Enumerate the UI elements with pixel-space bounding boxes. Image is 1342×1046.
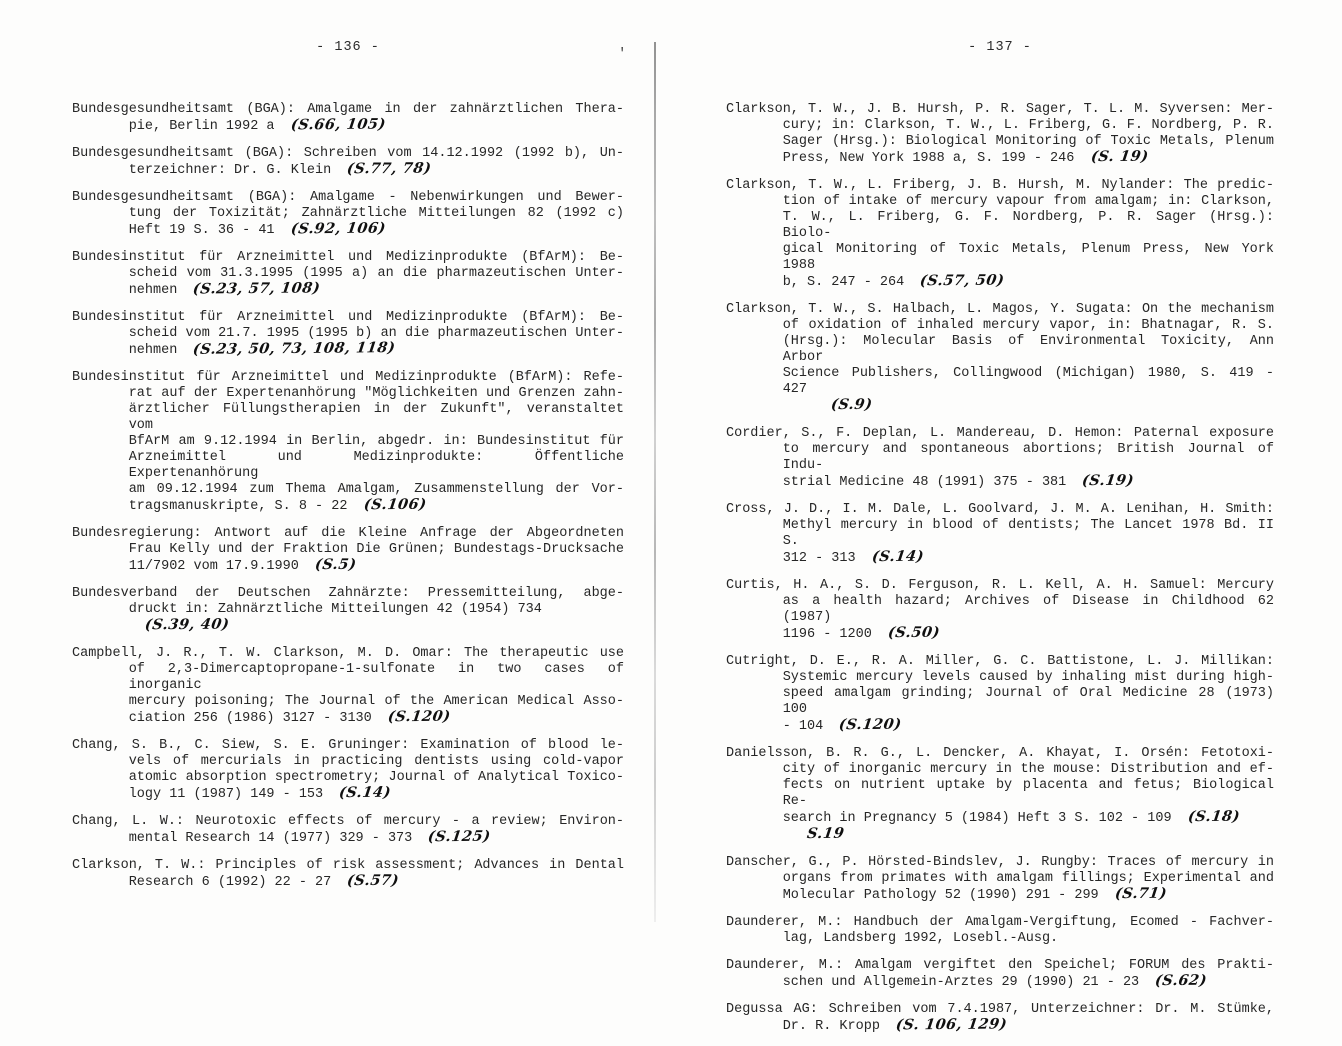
reference-line: Bundesgesundheitsamt (BGA): Amalgame in der zahnärztlichen Thera- xyxy=(72,102,624,117)
page-136 xyxy=(72,40,633,902)
entries xyxy=(726,102,1283,1035)
reference-entry xyxy=(726,578,1283,643)
reference-line: Methyl mercury in blood of dentists; The Lancet 1978 Bd. II S. xyxy=(782,518,1283,549)
reference-entry xyxy=(72,146,624,179)
entries xyxy=(72,102,633,891)
reference-line: am 09.12.1994 zum Thema Amalgam, Zusammenstellung der Vor- xyxy=(128,482,624,497)
page-fold-line xyxy=(654,42,656,922)
reference-line: Arzneimittel und Medizinprodukte: Öffentliche Expertenanhörung xyxy=(128,450,633,481)
reference-line: atomic absorption spectrometry; Journal of Analytical Toxico- xyxy=(128,770,624,785)
page-number: - 136 - xyxy=(316,40,380,55)
reference-line: pie, Berlin 1992 a (S.66, 105) xyxy=(128,115,387,134)
reference-line: Cross, J. D., I. M. Dale, L. Goolvard, J. M. A. Lenihan, H. Smith: xyxy=(726,502,1274,517)
handwritten-page-ref: (S.14) xyxy=(338,783,393,802)
reference-entry xyxy=(726,178,1283,291)
handwritten-page-ref: (S. 106, 129) xyxy=(894,1015,1009,1034)
reference-line: rat auf der Expertenanhörung "Möglichkeiten und Grenzen zahn- xyxy=(128,386,624,401)
reference-line: tion of intake of mercury vapour from amalgam; in: Clarkson, xyxy=(782,194,1274,209)
reference-line: Clarkson, T. W.: Principles of risk assessment; Advances in Dental xyxy=(72,858,624,873)
page-137 xyxy=(726,40,1283,1046)
reference-line: Chang, L. W.: Neurotoxic effects of mercury - a review; Environ- xyxy=(72,814,624,829)
reference-entry xyxy=(72,310,624,359)
reference-entry xyxy=(726,654,1283,735)
reference-line: Molecular Pathology 52 (1990) 291 - 299 (S.71) xyxy=(782,884,1168,903)
handwritten-page-ref: (S.120) xyxy=(386,707,452,726)
reference-line xyxy=(791,824,1274,844)
reference-line: mental Research 14 (1977) 329 - 373 (S.125) xyxy=(128,827,493,846)
reference-line: of 2,3-Dimercaptopropane-1-sulfonate in two cases of inorganic xyxy=(128,662,633,693)
reference-line: cury; in: Clarkson, T. W., L. Friberg, G. F. Nordberg, P. R. xyxy=(782,118,1274,133)
reference-line: Bundesinstitut für Arzneimittel und Medizinprodukte (BfArM): Refe- xyxy=(72,370,624,385)
reference-line: scheid vom 21.7. 1995 (1995 b) an die pharmazeutischen Unter- xyxy=(128,326,624,341)
reference-entry xyxy=(72,250,624,299)
reference-entry xyxy=(72,190,624,239)
reference-line: Bundesinstitut für Arzneimittel und Medizinprodukte (BfArM): Be- xyxy=(72,310,624,325)
reference-entry xyxy=(72,102,624,135)
handwritten-page-ref: (S.57, 50) xyxy=(919,271,1006,290)
handwritten-page-ref: (S.66, 105) xyxy=(289,115,387,134)
reference-line: organs from primates with amalgam fillings; Experimental and xyxy=(782,871,1274,886)
handwritten-page-ref: (S. 19) xyxy=(1089,147,1150,166)
reference-line: Cordier, S., F. Deplan, L. Mandereau, D. Hemon: Paternal exposure xyxy=(726,426,1274,441)
reference-line: Frau Kelly und der Fraktion Die Grünen; Bundestags-Drucksache xyxy=(128,542,624,557)
reference-line: lag, Landsberg 1992, Losebl.-Ausg. xyxy=(782,931,1059,946)
handwritten-page-ref: (S.18) xyxy=(1186,807,1241,826)
reference-line: Daunderer, M.: Handbuch der Amalgam-Vergiftung, Ecomed - Fachver- xyxy=(726,915,1274,930)
reference-line: gical Monitoring of Toxic Metals, Plenum Press, New York 1988 xyxy=(782,242,1283,273)
reference-line: city of inorganic mercury in the mouse: Distribution and ef- xyxy=(782,762,1274,777)
reference-entry xyxy=(726,855,1274,904)
reference-line: Clarkson, T. W., L. Friberg, J. B. Hursh, M. Nylander: The predic- xyxy=(726,178,1274,193)
reference-line: ciation 256 (1986) 3127 - 3130 (S.120) xyxy=(128,707,452,726)
reference-line: - 104 (S.120) xyxy=(782,715,904,734)
reference-line: Curtis, H. A., S. D. Ferguson, R. L. Kell, A. H. Samuel: Mercury xyxy=(726,578,1274,593)
handwritten-page-ref: (S.120) xyxy=(838,715,904,734)
reference-line: to mercury and spontaneous abortions; British Journal of Indu- xyxy=(782,442,1283,473)
reference-line: Systemic mercury levels caused by inhaling mist during high- xyxy=(782,670,1274,685)
reference-line: fects on nutrient uptake by placenta and fetus; Biological Re- xyxy=(782,778,1283,809)
handwritten-page-ref: (S.39, 40) xyxy=(143,615,231,634)
handwritten-page-ref: (S.71) xyxy=(1113,884,1168,903)
handwritten-page-ref: (S.125) xyxy=(427,827,493,846)
reference-entry xyxy=(726,426,1283,491)
scan-speck: ' xyxy=(618,46,627,62)
handwritten-page-ref: (S.92, 106) xyxy=(289,219,387,238)
reference-line: Daunderer, M.: Amalgam vergiftet den Speichel; FORUM des Prakti- xyxy=(726,958,1274,973)
reference-line: Clarkson, T. W., S. Halbach, L. Magos, Y. Sugata: On the mechanism xyxy=(726,302,1274,317)
reference-line: Campbell, J. R., T. W. Clarkson, M. D. Omar: The therapeutic use xyxy=(72,646,624,661)
reference-entry xyxy=(72,738,624,803)
page-number: - 137 - xyxy=(968,40,1032,55)
reference-line: Heft 19 S. 36 - 41 (S.92, 106) xyxy=(128,219,387,238)
reference-entry xyxy=(72,858,624,891)
reference-line: vels of mercurials in practicing dentists using cold-vapor xyxy=(128,754,624,769)
reference-line: (Hrsg.): Molecular Basis of Environmental Toxicity, Ann Arbor xyxy=(782,334,1283,365)
reference-line: Sager (Hrsg.): Biological Monitoring of Toxic Metals, Plenum xyxy=(782,134,1274,149)
reference-line: terzeichner: Dr. G. Klein (S.77, 78) xyxy=(128,159,433,178)
reference-line xyxy=(815,395,1274,415)
reference-line: druckt in: Zahnärztliche Mitteilungen 42 (1954) 734(S.39, 40) xyxy=(128,602,542,634)
reference-line: BfArM am 9.12.1994 in Berlin, abgedr. in: Bundesinstitut für xyxy=(128,434,624,449)
reference-entry xyxy=(726,102,1274,167)
reference-line: Danielsson, B. R. G., L. Dencker, A. Khayat, I. Orsén: Fetotoxi- xyxy=(726,746,1274,761)
reference-line: mercury poisoning; The Journal of the American Medical Asso- xyxy=(128,694,624,709)
handwritten-page-ref: (S.77, 78) xyxy=(346,159,433,178)
reference-line: Bundesgesundheitsamt (BGA): Amalgame - Nebenwirkungen und Bewer- xyxy=(72,190,624,205)
handwritten-page-ref: (S.14) xyxy=(870,547,925,566)
reference-line: nehmen (S.23, 57, 108) xyxy=(128,279,322,298)
handwritten-page-ref: (S.23, 57, 108) xyxy=(192,279,322,298)
reference-line: 11/7902 vom 17.9.1990 (S.5) xyxy=(128,555,358,574)
reference-entry xyxy=(726,746,1283,844)
reference-entry xyxy=(72,370,633,515)
reference-line: as a health hazard; Archives of Disease in Childhood 62 (1987) xyxy=(782,594,1283,625)
reference-line: ärztlicher Füllungstherapien in der Zukunft", veranstaltet vom xyxy=(128,402,633,433)
reference-line: Degussa AG: Schreiben vom 7.4.1987, Unterzeichner: Dr. M. Stümke, xyxy=(726,1002,1274,1017)
reference-line: Bundesgesundheitsamt (BGA): Schreiben vom 14.12.1992 (1992 b), Un- xyxy=(72,146,624,161)
reference-line: Dr. R. Kropp (S. 106, 129) xyxy=(782,1015,1009,1034)
reference-line: T. W., L. Friberg, G. F. Nordberg, P. R. Sager (Hrsg.): Biolo- xyxy=(782,210,1283,241)
reference-entry xyxy=(72,526,624,575)
reference-entry xyxy=(726,958,1274,991)
reference-line: 312 - 313 (S.14) xyxy=(782,547,925,566)
reference-entry xyxy=(726,1002,1274,1035)
handwritten-page-ref: (S.50) xyxy=(886,623,942,642)
handwritten-page-ref: S.19 xyxy=(805,824,846,843)
reference-line: speed amalgam grinding; Journal of Oral Medicine 28 (1973) 100 xyxy=(782,686,1283,717)
reference-line: Press, New York 1988 a, S. 199 - 246 (S. 19) xyxy=(782,147,1150,166)
reference-line: tung der Toxizität; Zahnärztliche Mitteilungen 82 (1992 c) xyxy=(128,206,624,221)
reference-line: schen und Allgemein-Arztes 29 (1990) 21 - 23 (S.62) xyxy=(782,971,1209,990)
reference-entry xyxy=(72,814,624,847)
reference-entry xyxy=(726,915,1274,947)
reference-line: Cutright, D. E., R. A. Miller, G. C. Battistone, L. J. Millikan: xyxy=(726,654,1274,669)
handwritten-page-ref: (S.19) xyxy=(1081,471,1136,490)
reference-line: of oxidation of inhaled mercury vapor, in: Bhatnagar, R. S. xyxy=(782,318,1274,333)
reference-line: nehmen (S.23, 50, 73, 108, 118) xyxy=(128,339,397,358)
reference-line: search in Pregnancy 5 (1984) Heft 3 S. 102 - 109 (S.18) xyxy=(782,807,1241,826)
reference-line: Bundesregierung: Antwort auf die Kleine Anfrage der Abgeordneten xyxy=(72,526,624,541)
reference-entry xyxy=(72,586,624,635)
reference-line: Science Publishers, Collingwood (Michigan) 1980, S. 419 - 427 xyxy=(782,366,1283,397)
handwritten-page-ref: (S.23, 50, 73, 108, 118) xyxy=(192,339,397,358)
handwritten-page-ref: (S.5) xyxy=(313,555,358,574)
reference-line: 1196 - 1200 (S.50) xyxy=(782,623,942,642)
reference-line: Clarkson, T. W., J. B. Hursh, P. R. Sager, T. L. M. Syversen: Mer- xyxy=(726,102,1274,117)
handwritten-page-ref: (S.57) xyxy=(346,871,401,890)
reference-line: Bundesverband der Deutschen Zahnärzte: Pressemitteilung, abge- xyxy=(72,586,624,601)
reference-line: tragsmanuskripte, S. 8 - 22 (S.106) xyxy=(128,495,428,514)
reference-line: b, S. 247 - 264 (S.57, 50) xyxy=(782,271,1006,290)
reference-line: Chang, S. B., C. Siew, S. E. Gruninger: Examination of blood le- xyxy=(72,738,624,753)
reference-entry xyxy=(72,646,633,727)
reference-line: logy 11 (1987) 149 - 153 (S.14) xyxy=(128,783,393,802)
reference-entry xyxy=(726,302,1283,415)
reference-entry xyxy=(726,502,1283,567)
reference-line: strial Medicine 48 (1991) 375 - 381 (S.19) xyxy=(782,471,1136,490)
reference-line: scheid vom 31.3.1995 (1995 a) an die pharmazeutischen Unter- xyxy=(128,266,624,281)
reference-line: Research 6 (1992) 22 - 27 (S.57) xyxy=(128,871,401,890)
handwritten-page-ref: (S.106) xyxy=(362,495,428,514)
reference-line: Danscher, G., P. Hörsted-Bindslev, J. Rungby: Traces of mercury in xyxy=(726,855,1274,870)
handwritten-page-ref: (S.9) xyxy=(830,395,874,414)
reference-line: Bundesinstitut für Arzneimittel und Medizinprodukte (BfArM): Be- xyxy=(72,250,624,265)
handwritten-page-ref: (S.62) xyxy=(1154,971,1209,990)
